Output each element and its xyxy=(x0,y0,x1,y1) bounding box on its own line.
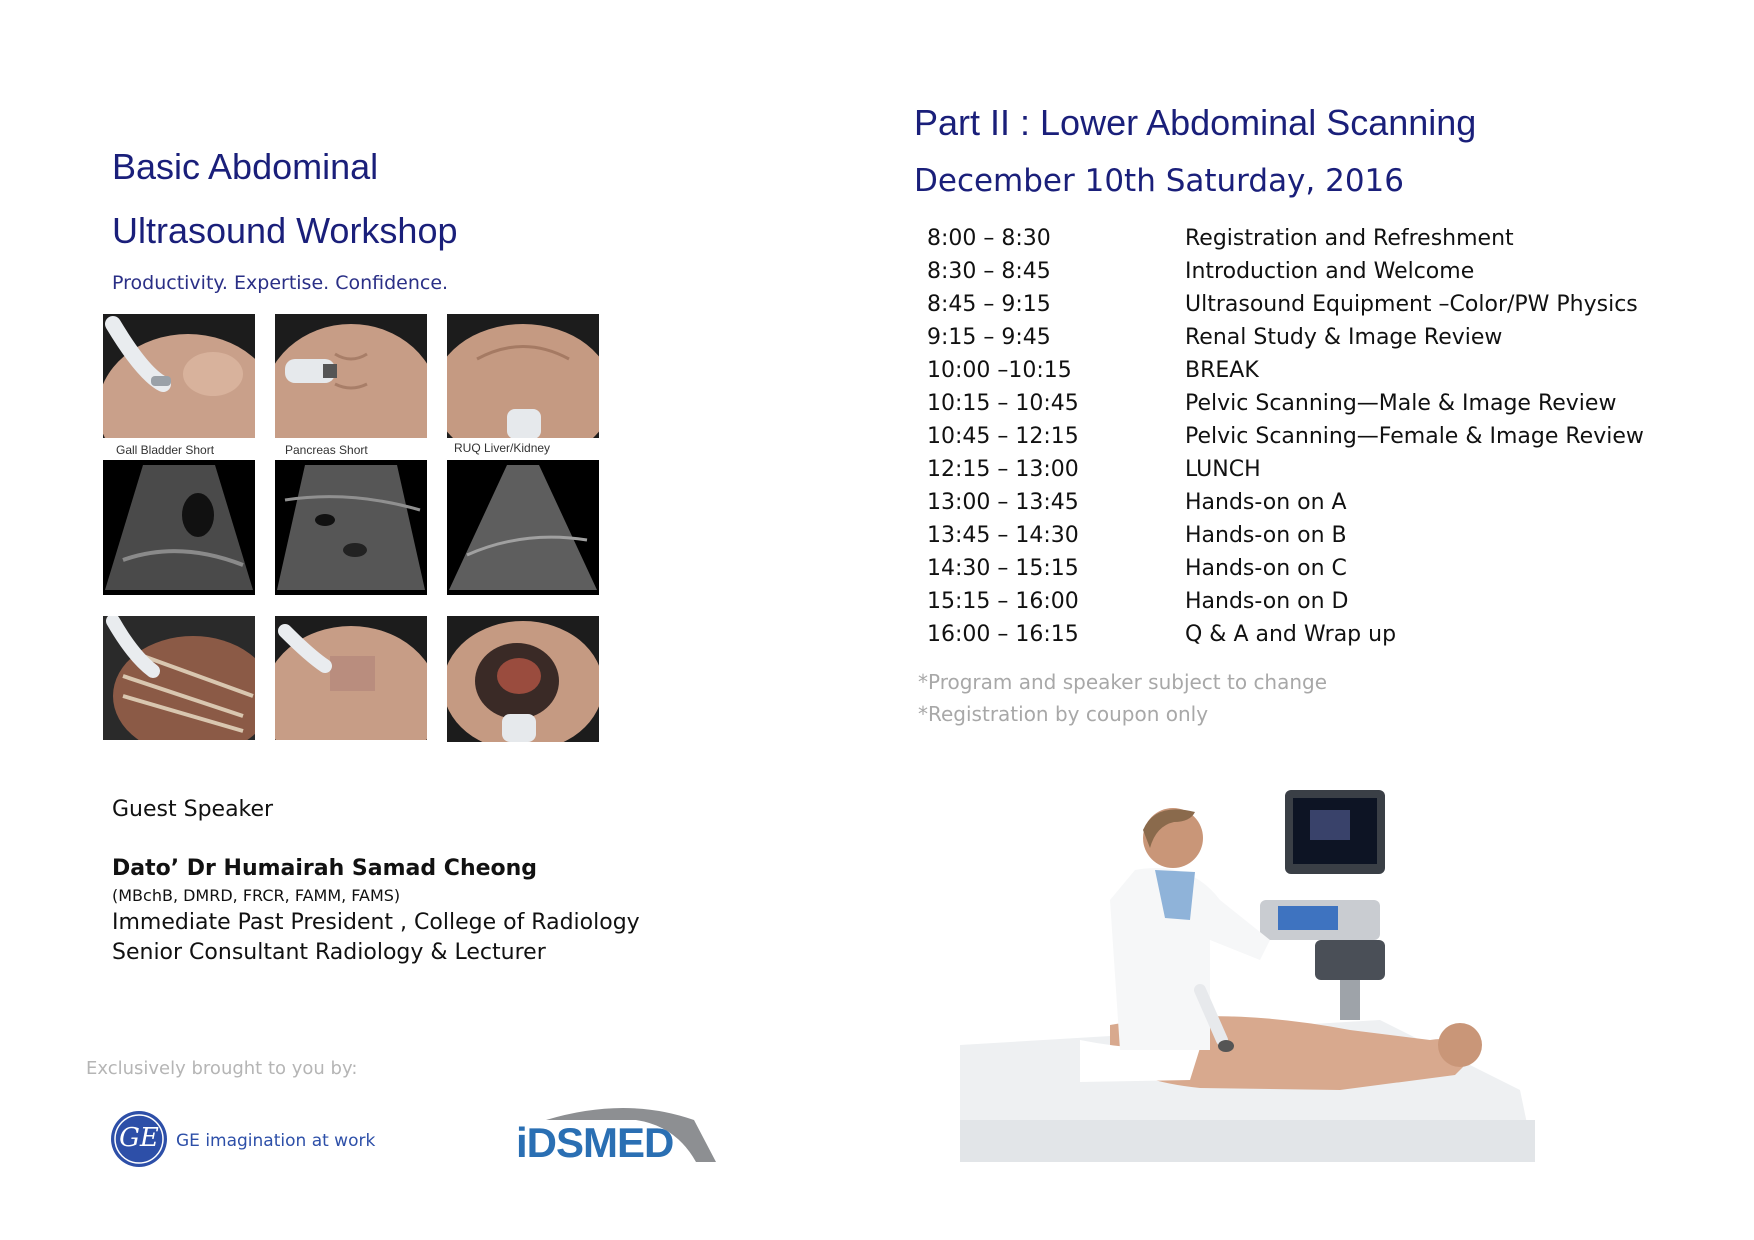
anatomy-overlay-image xyxy=(275,616,427,740)
schedule-time: 8:45 – 9:15 xyxy=(927,292,1051,317)
schedule-time: 15:15 – 16:00 xyxy=(927,589,1079,614)
ultrasound-scan-image xyxy=(447,460,599,595)
part-title: Part II : Lower Abdominal Scanning xyxy=(914,102,1477,143)
schedule-time: 10:15 – 10:45 xyxy=(927,391,1079,416)
schedule-time: 8:00 – 8:30 xyxy=(927,226,1051,251)
schedule-event: Pelvic Scanning—Female & Image Review xyxy=(1185,424,1644,449)
schedule-time: 10:00 –10:15 xyxy=(927,358,1072,383)
schedule-event: LUNCH xyxy=(1185,457,1261,482)
anatomy-overlay-image xyxy=(103,616,255,740)
doctor-ultrasound-photo xyxy=(960,790,1550,1162)
schedule-event: BREAK xyxy=(1185,358,1259,383)
ultrasound-scan-image xyxy=(275,460,427,595)
schedule-time: 13:45 – 14:30 xyxy=(927,523,1079,548)
speaker-credentials: (MBchB, DMRD, FRCR, FAMM, FAMS) xyxy=(112,886,401,905)
registration-note: *Registration by coupon only xyxy=(918,702,1209,726)
program-note: *Program and speaker subject to change xyxy=(918,670,1328,694)
ge-tagline: GE imagination at work xyxy=(176,1131,376,1151)
schedule-event: Introduction and Welcome xyxy=(1185,259,1475,284)
schedule-time: 10:45 – 12:15 xyxy=(927,424,1079,449)
body-probe-image xyxy=(275,314,427,438)
image-caption: RUQ Liver/Kidney xyxy=(454,441,551,455)
speaker-role: Senior Consultant Radiology & Lecturer xyxy=(112,940,546,965)
schedule-time: 13:00 – 13:45 xyxy=(927,490,1079,515)
idsmed-wordmark: iDSMED xyxy=(516,1119,674,1166)
body-probe-image xyxy=(447,314,599,438)
schedule-event: Registration and Refreshment xyxy=(1185,226,1514,251)
schedule-time: 9:15 – 9:45 xyxy=(927,325,1051,350)
schedule-event: Hands-on on C xyxy=(1185,556,1347,581)
speaker-role: Immediate Past President , College of Radiology xyxy=(112,910,640,935)
speaker-name: Dato’ Dr Humairah Samad Cheong xyxy=(112,856,538,881)
schedule-event: Hands-on on B xyxy=(1185,523,1347,548)
schedule-event: Ultrasound Equipment –Color/PW Physics xyxy=(1185,292,1638,317)
sponsor-text: Exclusively brought to you by: xyxy=(86,1058,358,1079)
schedule-event: Q & A and Wrap up xyxy=(1185,622,1397,647)
guest-speaker-heading: Guest Speaker xyxy=(112,797,274,822)
anatomy-overlay-image xyxy=(447,616,599,742)
schedule-time: 14:30 – 15:15 xyxy=(927,556,1079,581)
schedule-time: 8:30 – 8:45 xyxy=(927,259,1051,284)
ultrasound-scan-image xyxy=(103,460,255,595)
schedule-event: Hands-on on D xyxy=(1185,589,1349,614)
ge-monogram: GE xyxy=(119,1123,159,1153)
workshop-title-line2: Ultrasound Workshop xyxy=(112,210,458,251)
image-caption: Pancreas Short xyxy=(285,443,368,457)
schedule-event: Pelvic Scanning—Male & Image Review xyxy=(1185,391,1617,416)
schedule-time: 16:00 – 16:15 xyxy=(927,622,1079,647)
schedule-event: Renal Study & Image Review xyxy=(1185,325,1503,350)
tagline: Productivity. Expertise. Confidence. xyxy=(112,272,449,294)
schedule-time: 12:15 – 13:00 xyxy=(927,457,1079,482)
body-probe-image xyxy=(103,314,255,438)
workshop-title-line1: Basic Abdominal xyxy=(112,146,379,187)
schedule-event: Hands-on on A xyxy=(1185,490,1347,515)
event-date: December 10th Saturday, 2016 xyxy=(914,163,1405,199)
ge-logo xyxy=(109,1109,169,1169)
idsmed-logo xyxy=(516,1102,716,1168)
image-caption: Gall Bladder Short xyxy=(116,443,215,457)
